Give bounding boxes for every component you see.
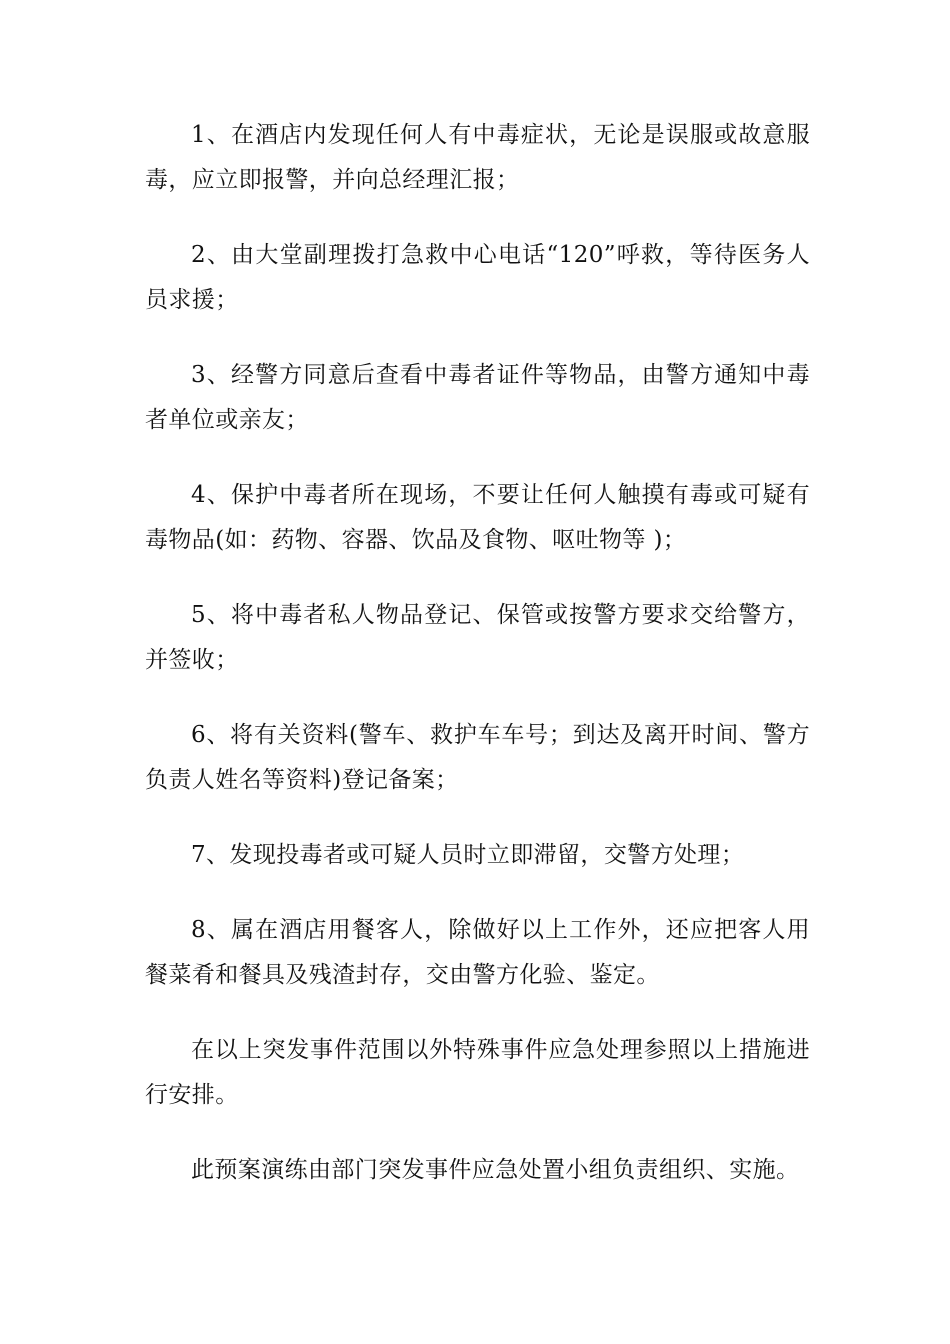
paragraph-drill-note: 此预案演练由部门突发事件应急处置小组负责组织、实施。 [191, 1157, 800, 1183]
paragraph-item-7: 7、发现投毒者或可疑人员时立即滞留，交警方处理； [191, 842, 745, 868]
paragraph-item-3: 3、经警方同意后查看中毒者证件等物品，由警方通知中毒者单位或亲友； [145, 362, 810, 433]
paragraph-item-4: 4、保护中毒者所在现场，不要让任何人触摸有毒或可疑有毒物品(如：药物、容器、饮品及食物、呕吐物等 )； [145, 482, 810, 553]
paragraph-item-6: 6、将有关资料(警车、救护车车号；到达及离开时间、警方负责人姓名等资料)登记备案； [145, 722, 810, 793]
paragraph-item-8: 8、属在酒店用餐客人，除做好以上工作外，还应把客人用餐菜肴和餐具及残渣封存，交由警方化验、鉴定。 [145, 917, 810, 988]
document-body [145, 113, 810, 1223]
paragraph-scope-note: 在以上突发事件范围以外特殊事件应急处理参照以上措施进行安排。 [145, 1037, 810, 1108]
paragraph-item-2: 2、由大堂副理拨打急救中心电话“120”呼救，等待医务人员求援； [145, 242, 810, 313]
paragraph-item-5: 5、将中毒者私人物品登记、保管或按警方要求交给警方，并签收； [145, 602, 810, 673]
paragraph-item-1: 1、在酒店内发现任何人有中毒症状，无论是误服或故意服毒，应立即报警，并向总经理汇报； [145, 122, 810, 193]
